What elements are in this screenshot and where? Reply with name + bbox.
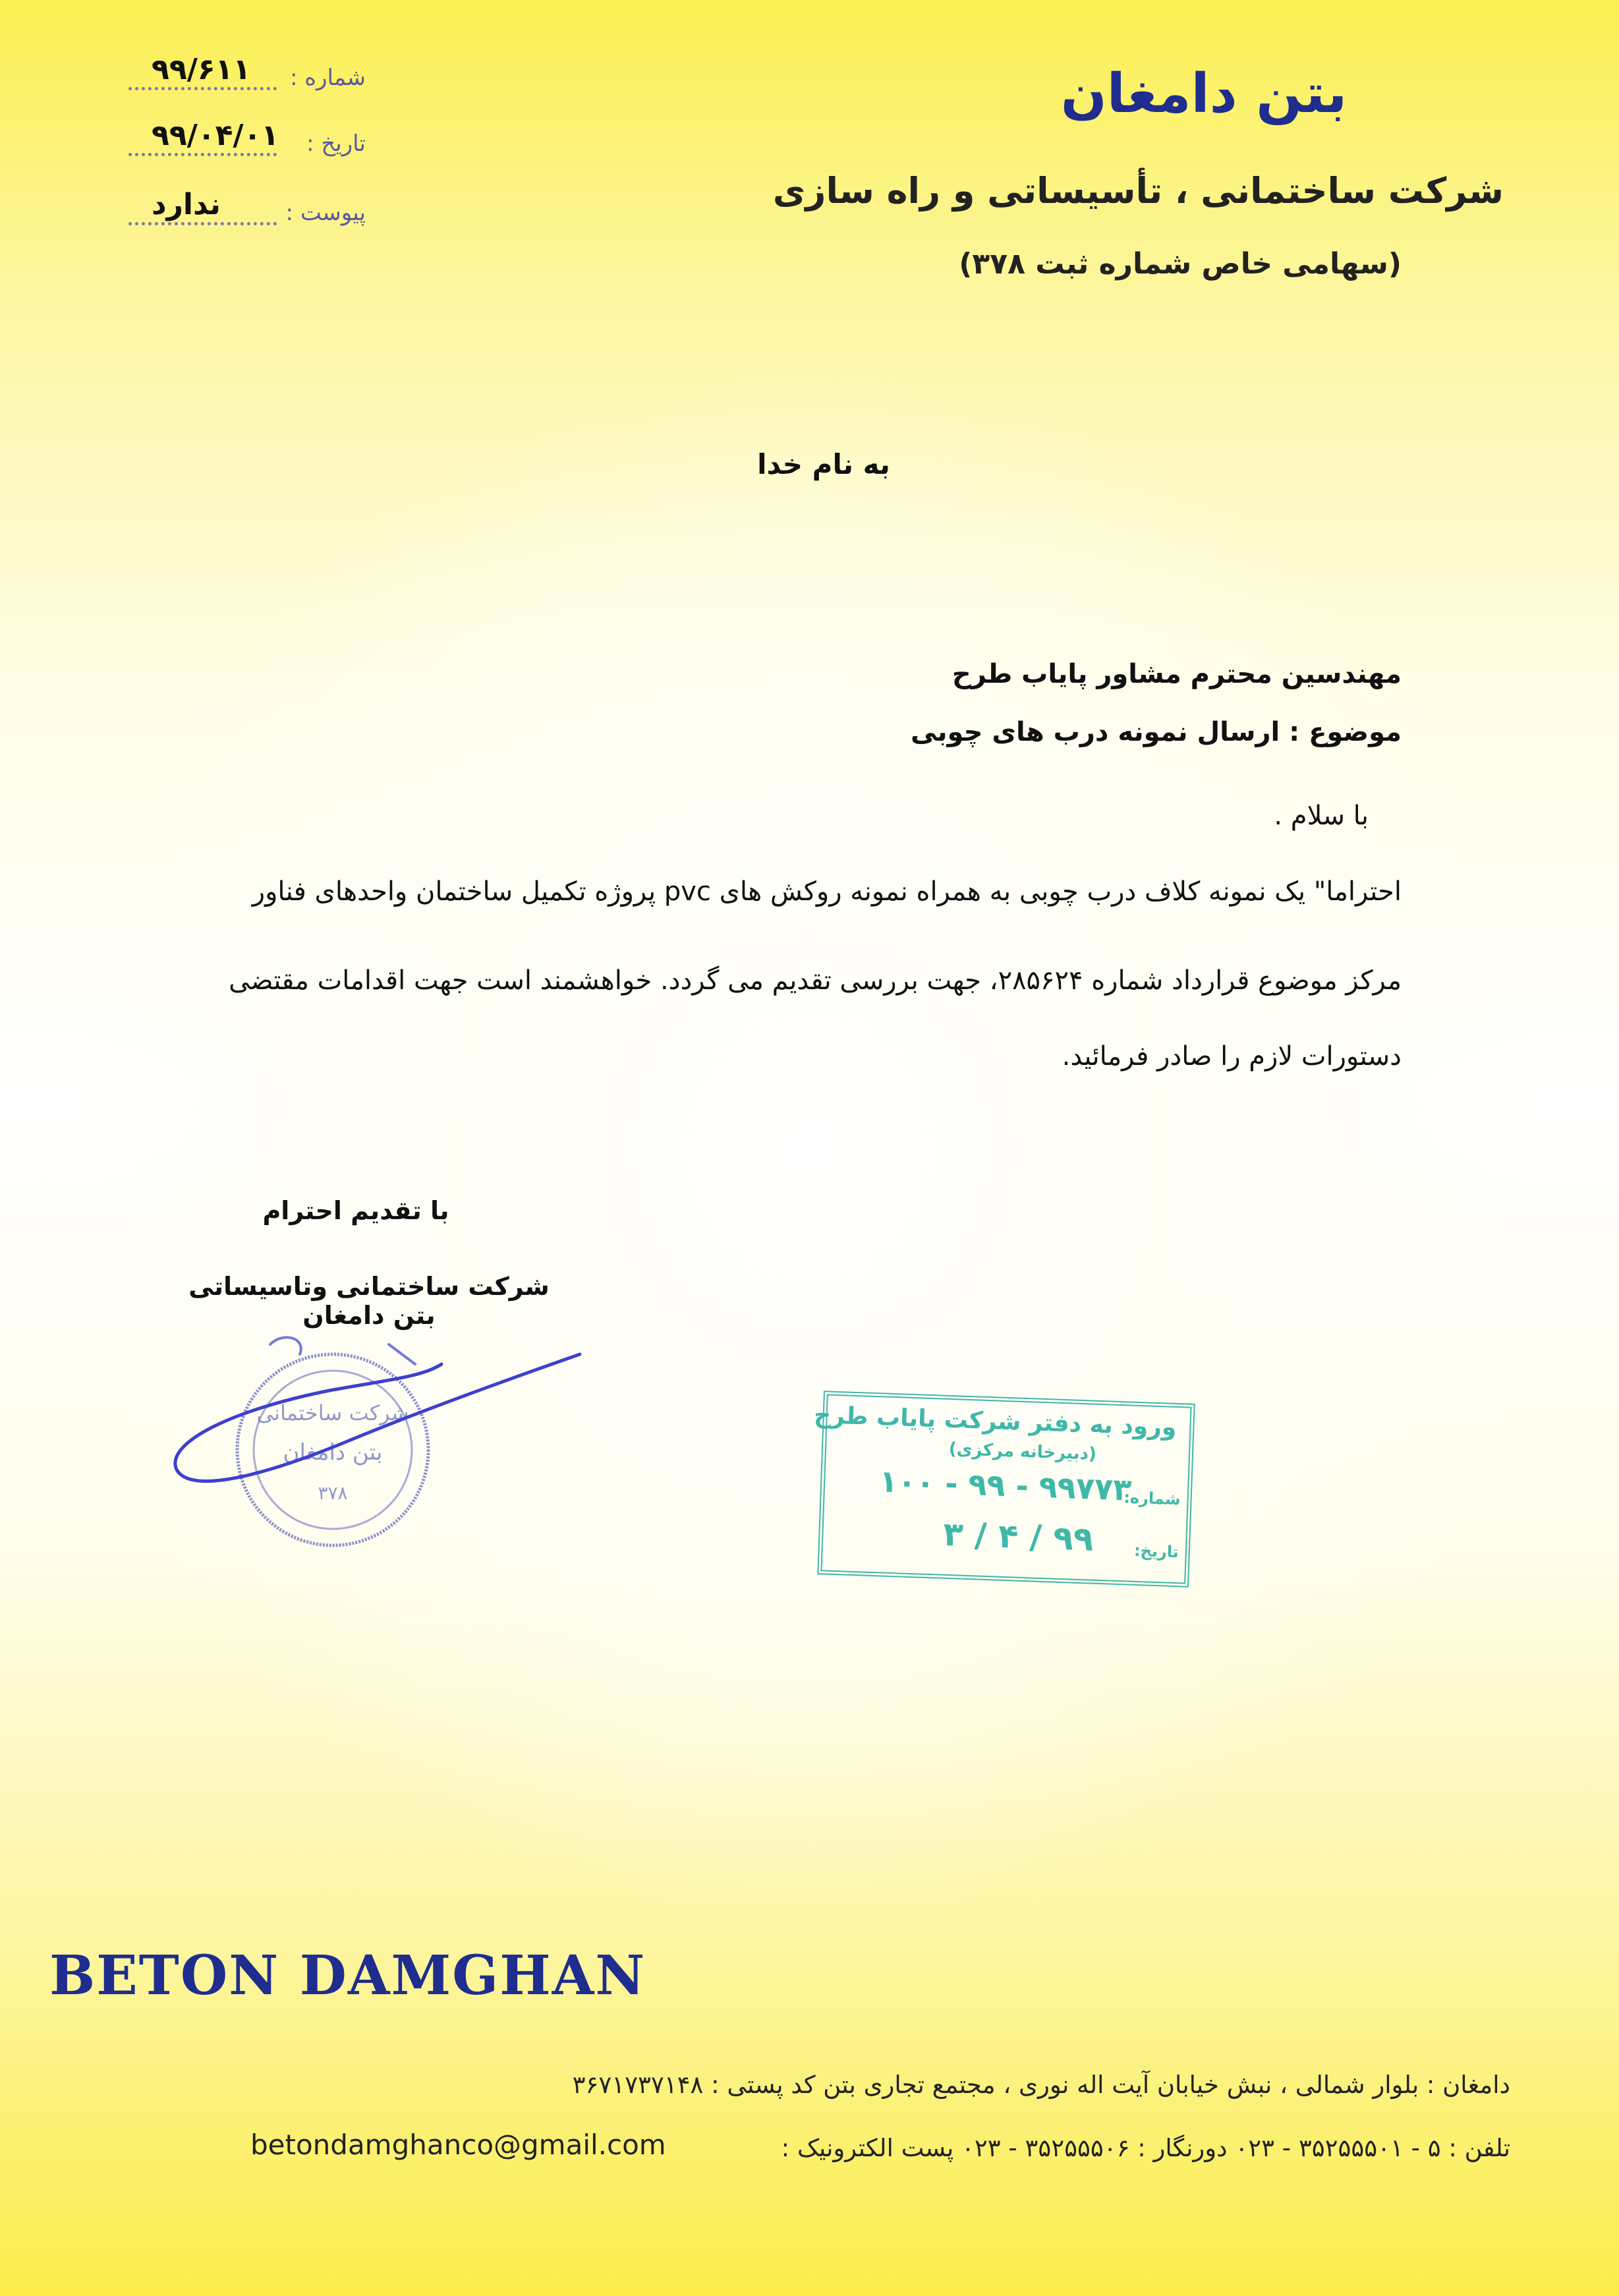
attachment-value: ندارد — [152, 188, 221, 221]
footer-email: betondamghanco@gmail.com — [250, 2129, 666, 2161]
letter-date-row — [128, 119, 366, 158]
dotted-line — [128, 153, 277, 156]
dotted-line — [128, 87, 277, 90]
seal-text: شرکت ساختمانی — [256, 1400, 409, 1425]
seal-text: ۳۷۸ — [318, 1482, 348, 1504]
company-name: بتن دامغان — [1060, 63, 1348, 125]
registration-number: (سهامی خاص شماره ثبت ۳۷۸) — [959, 247, 1402, 281]
greeting: با سلام . — [1274, 801, 1369, 831]
signer-company: شرکت ساختمانی وتاسیساتی بتن دامغان — [188, 1272, 550, 1330]
receipt-stamp-subtitle: (دبیرخانه مرکزی) — [948, 1439, 1097, 1464]
receipt-stamp-title: ورود به دفتر شرکت پایاب طرح — [813, 1401, 1178, 1441]
attachment-row — [128, 188, 366, 227]
receipt-date-value: ۹۹ / ۴ / ۳ — [942, 1514, 1094, 1559]
seal-text: بتن دامغان — [283, 1439, 383, 1466]
receipt-number-value: ۹۹۷۷۳ - ۹۹ - ۱۰۰ — [878, 1463, 1133, 1508]
footer-address: دامغان : بلوار شمالی ، نبش خیابان آیت اله نوری ، مجتمع تجاری بتن کد پستی : ۳۶۷۱۷۳۷۱۴۸ — [572, 2071, 1510, 2099]
bismillah-heading: به نام خدا — [757, 448, 890, 480]
letter-date-label: تاریخ : — [306, 130, 366, 157]
attachment-label: پیوست : — [285, 200, 366, 226]
subject-line: موضوع : ارسال نمونه درب های چوبی — [911, 717, 1402, 747]
footer-contact: تلفن : ۵ - ۳۵۲۵۵۵۰۱ - ۰۲۳ دورنگار : ۳۵۲۵۵۵۰۶ - ۰۲۳ پست الکترونیک : — [781, 2134, 1510, 2162]
signature-stroke — [270, 1337, 415, 1364]
brand-english: BETON DAMGHAN — [49, 1944, 646, 2007]
body-line: مرکز موضوع قرارداد شماره ۲۸۵۶۲۴، جهت بررسی تقدیم می گردد. خواهشمند است جهت اقدامات مقتضی — [229, 965, 1402, 996]
dotted-line — [128, 222, 277, 225]
company-description: شرکت ساختمانی ، تأسیساتی و راه سازی — [772, 170, 1504, 212]
body-line: دستورات لازم را صادر فرمائید. — [1062, 1041, 1402, 1072]
letter-number-value: ۹۹/۶۱۱ — [152, 53, 251, 86]
body-line: احتراما" یک نمونه کلاف درب چوبی به همراه نمونه روکش های pvc پروژه تکمیل ساختمان واحدهای فناور — [252, 876, 1402, 907]
official-seal — [171, 1318, 593, 1568]
recipient-line: مهندسین محترم مشاور پایاب طرح — [952, 659, 1402, 689]
receipt-number-label: شماره: — [1123, 1488, 1181, 1509]
receipt-date-label: تاریخ: — [1133, 1541, 1179, 1562]
receipt-stamp — [813, 1391, 1195, 1588]
letter-number-label: شماره : — [290, 65, 366, 91]
letter-number-row — [128, 53, 366, 92]
letter-date-value: ۹۹/۰۴/۰۱ — [152, 119, 279, 152]
closing-line: با تقدیم احترام — [262, 1196, 449, 1225]
